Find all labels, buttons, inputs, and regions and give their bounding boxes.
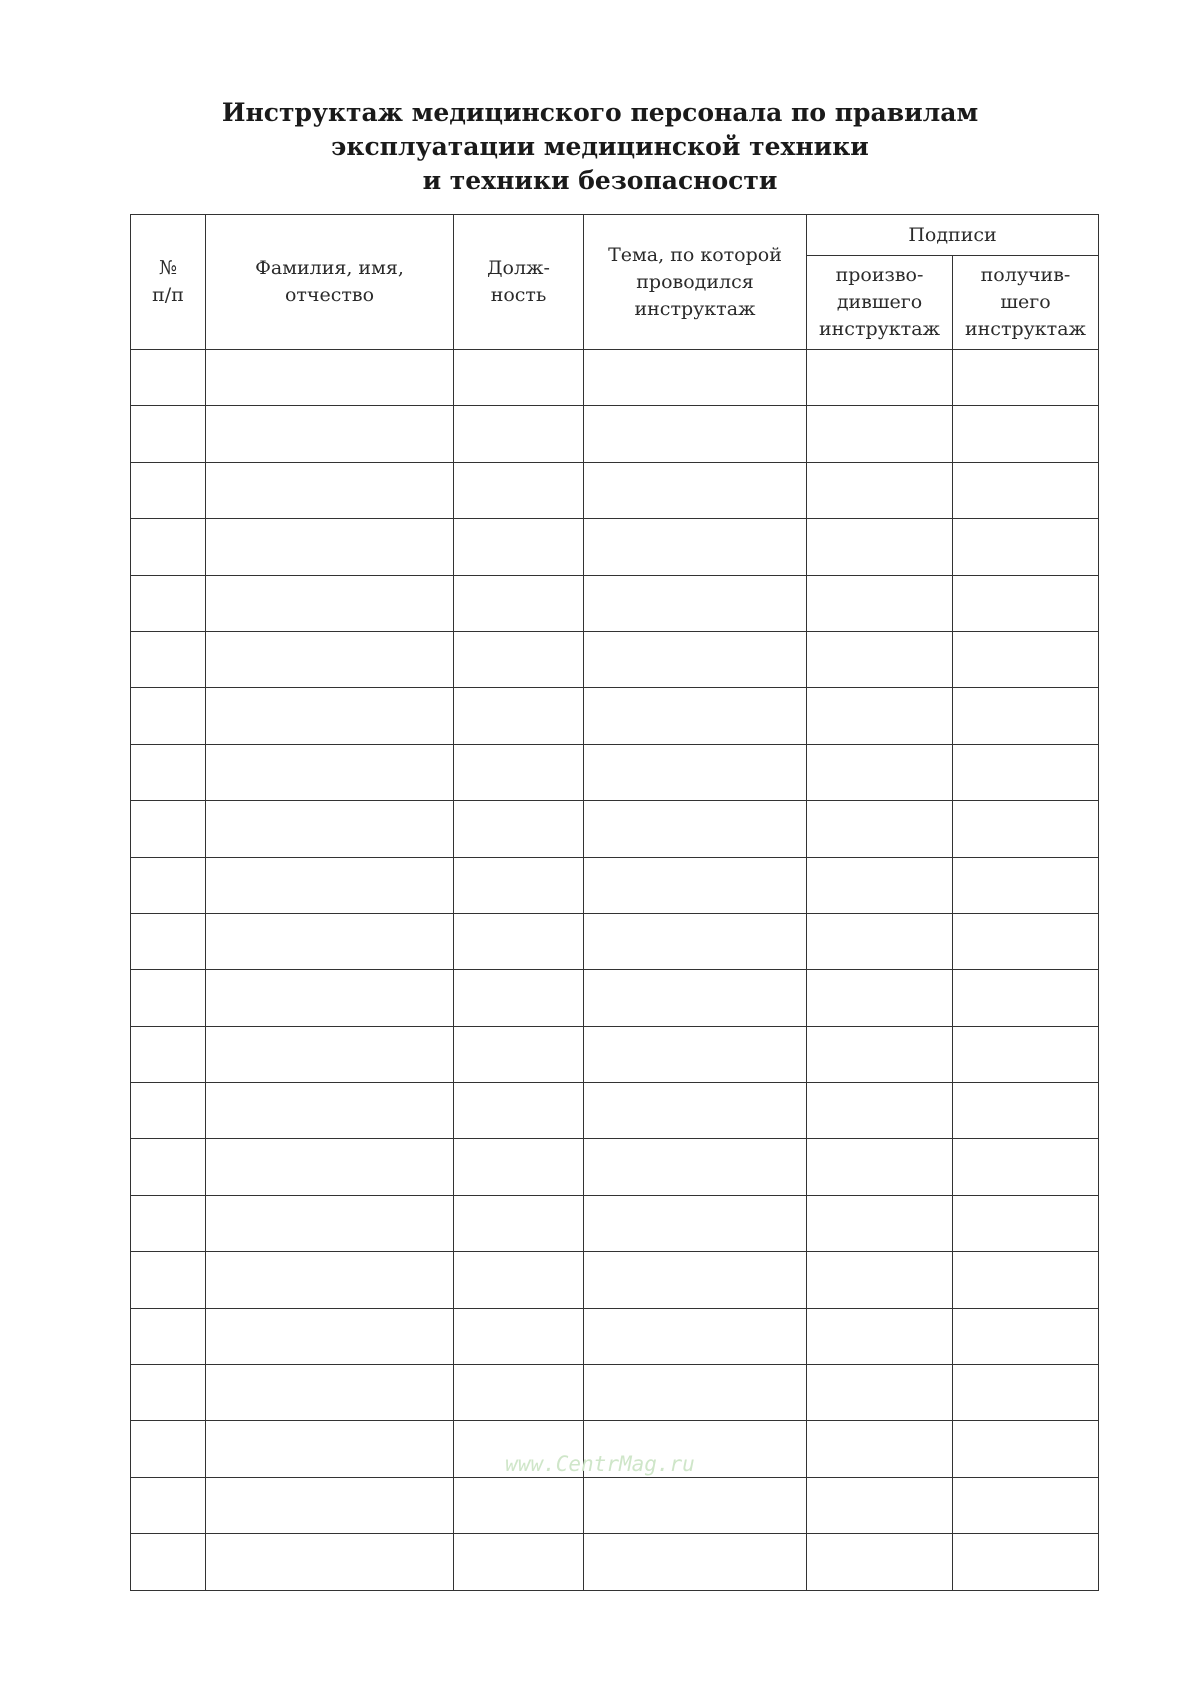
cell-position[interactable] xyxy=(454,1365,584,1421)
header-signature-receiver: получив- шего инструктаж xyxy=(953,256,1099,350)
table-body xyxy=(131,350,1099,1591)
cell-name[interactable] xyxy=(206,913,454,969)
table-row xyxy=(131,1534,1099,1590)
cell-topic[interactable] xyxy=(584,462,807,518)
title-line-3: и техники безопасности xyxy=(422,166,778,195)
table-row xyxy=(131,1477,1099,1533)
cell-name[interactable] xyxy=(206,462,454,518)
cell-position[interactable] xyxy=(454,1252,584,1308)
cell-signature-conductor[interactable] xyxy=(807,688,953,744)
cell-signature-receiver[interactable] xyxy=(953,1308,1099,1364)
cell-number[interactable] xyxy=(131,1365,206,1421)
cell-name[interactable] xyxy=(206,1026,454,1082)
cell-name[interactable] xyxy=(206,350,454,406)
cell-name[interactable] xyxy=(206,1139,454,1195)
cell-signature-conductor[interactable] xyxy=(807,1252,953,1308)
header-topic: Тема, по которой проводился инструктаж xyxy=(584,215,807,350)
cell-position[interactable] xyxy=(454,519,584,575)
cell-name[interactable] xyxy=(206,1477,454,1533)
cell-signature-conductor[interactable] xyxy=(807,970,953,1026)
table-row xyxy=(131,744,1099,800)
cell-position[interactable] xyxy=(454,350,584,406)
cell-signature-conductor[interactable] xyxy=(807,744,953,800)
cell-position[interactable] xyxy=(454,801,584,857)
cell-signature-receiver[interactable] xyxy=(953,406,1099,462)
cell-position[interactable] xyxy=(454,1308,584,1364)
table-row xyxy=(131,1083,1099,1139)
cell-name[interactable] xyxy=(206,1195,454,1251)
cell-position[interactable] xyxy=(454,857,584,913)
header-signature-conductor: произво- дившего инструктаж xyxy=(807,256,953,350)
cell-signature-receiver[interactable] xyxy=(953,1534,1099,1590)
table-row xyxy=(131,519,1099,575)
cell-number[interactable] xyxy=(131,350,206,406)
cell-number[interactable] xyxy=(131,970,206,1026)
table-row xyxy=(131,406,1099,462)
cell-name[interactable] xyxy=(206,1252,454,1308)
cell-topic[interactable] xyxy=(584,1477,807,1533)
cell-position[interactable] xyxy=(454,575,584,631)
cell-topic[interactable] xyxy=(584,1083,807,1139)
cell-signature-receiver[interactable] xyxy=(953,1421,1099,1477)
cell-signature-receiver[interactable] xyxy=(953,1252,1099,1308)
cell-number[interactable] xyxy=(131,406,206,462)
cell-topic[interactable] xyxy=(584,350,807,406)
cell-number[interactable] xyxy=(131,1421,206,1477)
cell-topic[interactable] xyxy=(584,857,807,913)
cell-topic[interactable] xyxy=(584,1421,807,1477)
table-row xyxy=(131,350,1099,406)
cell-name[interactable] xyxy=(206,631,454,687)
cell-name[interactable] xyxy=(206,1365,454,1421)
cell-topic[interactable] xyxy=(584,1026,807,1082)
cell-name[interactable] xyxy=(206,519,454,575)
cell-signature-conductor[interactable] xyxy=(807,1026,953,1082)
header-row-1 xyxy=(131,215,1099,256)
cell-position[interactable] xyxy=(454,1083,584,1139)
cell-position[interactable] xyxy=(454,631,584,687)
cell-signature-conductor[interactable] xyxy=(807,575,953,631)
cell-number[interactable] xyxy=(131,857,206,913)
cell-signature-receiver[interactable] xyxy=(953,1195,1099,1251)
table-row xyxy=(131,857,1099,913)
cell-topic[interactable] xyxy=(584,1195,807,1251)
cell-number[interactable] xyxy=(131,462,206,518)
cell-topic[interactable] xyxy=(584,1365,807,1421)
cell-name[interactable] xyxy=(206,406,454,462)
cell-signature-conductor[interactable] xyxy=(807,1421,953,1477)
cell-signature-conductor[interactable] xyxy=(807,857,953,913)
cell-number[interactable] xyxy=(131,1477,206,1533)
cell-number[interactable] xyxy=(131,1534,206,1590)
table-row xyxy=(131,970,1099,1026)
cell-position[interactable] xyxy=(454,970,584,1026)
table-row xyxy=(131,688,1099,744)
cell-position[interactable] xyxy=(454,1026,584,1082)
table-row xyxy=(131,462,1099,518)
cell-position[interactable] xyxy=(454,744,584,800)
cell-name[interactable] xyxy=(206,1083,454,1139)
cell-name[interactable] xyxy=(206,1421,454,1477)
cell-signature-receiver[interactable] xyxy=(953,519,1099,575)
cell-topic[interactable] xyxy=(584,970,807,1026)
cell-signature-conductor[interactable] xyxy=(807,1195,953,1251)
cell-signature-receiver[interactable] xyxy=(953,913,1099,969)
cell-signature-receiver[interactable] xyxy=(953,857,1099,913)
cell-signature-receiver[interactable] xyxy=(953,970,1099,1026)
table-row xyxy=(131,1421,1099,1477)
cell-topic[interactable] xyxy=(584,801,807,857)
cell-name[interactable] xyxy=(206,1534,454,1590)
cell-number[interactable] xyxy=(131,1308,206,1364)
cell-signature-receiver[interactable] xyxy=(953,1083,1099,1139)
cell-signature-receiver[interactable] xyxy=(953,801,1099,857)
table-row xyxy=(131,913,1099,969)
cell-name[interactable] xyxy=(206,575,454,631)
table-row xyxy=(131,631,1099,687)
cell-signature-conductor[interactable] xyxy=(807,406,953,462)
cell-topic[interactable] xyxy=(584,1308,807,1364)
cell-topic[interactable] xyxy=(584,1252,807,1308)
cell-signature-receiver[interactable] xyxy=(953,744,1099,800)
cell-signature-conductor[interactable] xyxy=(807,801,953,857)
cell-number[interactable] xyxy=(131,1026,206,1082)
cell-position[interactable] xyxy=(454,1477,584,1533)
cell-signature-conductor[interactable] xyxy=(807,1365,953,1421)
header-number: № п/п xyxy=(131,215,206,350)
cell-number[interactable] xyxy=(131,1083,206,1139)
cell-position[interactable] xyxy=(454,1195,584,1251)
cell-number[interactable] xyxy=(131,801,206,857)
cell-position[interactable] xyxy=(454,688,584,744)
cell-signature-conductor[interactable] xyxy=(807,519,953,575)
cell-position[interactable] xyxy=(454,1421,584,1477)
cell-number[interactable] xyxy=(131,631,206,687)
cell-signature-conductor[interactable] xyxy=(807,350,953,406)
title-line-1: Инструктаж медицинского персонала по правилам xyxy=(221,98,979,127)
cell-signature-conductor[interactable] xyxy=(807,631,953,687)
cell-signature-receiver[interactable] xyxy=(953,1026,1099,1082)
cell-topic[interactable] xyxy=(584,631,807,687)
cell-number[interactable] xyxy=(131,1252,206,1308)
table-row xyxy=(131,1026,1099,1082)
cell-number[interactable] xyxy=(131,744,206,800)
cell-number[interactable] xyxy=(131,1195,206,1251)
watermark: www.CentrMag.ru xyxy=(505,1452,695,1476)
cell-signature-conductor[interactable] xyxy=(807,462,953,518)
cell-topic[interactable] xyxy=(584,744,807,800)
cell-number[interactable] xyxy=(131,688,206,744)
cell-topic[interactable] xyxy=(584,1139,807,1195)
cell-number[interactable] xyxy=(131,913,206,969)
cell-position[interactable] xyxy=(454,913,584,969)
cell-signature-receiver[interactable] xyxy=(953,350,1099,406)
cell-name[interactable] xyxy=(206,1308,454,1364)
cell-signature-conductor[interactable] xyxy=(807,1534,953,1590)
cell-name[interactable] xyxy=(206,857,454,913)
cell-topic[interactable] xyxy=(584,519,807,575)
cell-name[interactable] xyxy=(206,970,454,1026)
cell-signature-receiver[interactable] xyxy=(953,1477,1099,1533)
page-title xyxy=(0,96,1200,198)
cell-number[interactable] xyxy=(131,1139,206,1195)
cell-name[interactable] xyxy=(206,688,454,744)
table-row xyxy=(131,1365,1099,1421)
cell-topic[interactable] xyxy=(584,406,807,462)
table-row xyxy=(131,801,1099,857)
table-row xyxy=(131,575,1099,631)
instruction-journal-table xyxy=(130,214,1099,1591)
title-line-2: эксплуатации медицинской техники xyxy=(331,132,869,161)
header-position: Долж- ность xyxy=(454,215,584,350)
cell-position[interactable] xyxy=(454,462,584,518)
cell-position[interactable] xyxy=(454,406,584,462)
cell-signature-conductor[interactable] xyxy=(807,1308,953,1364)
cell-position[interactable] xyxy=(454,1139,584,1195)
cell-signature-conductor[interactable] xyxy=(807,1477,953,1533)
cell-signature-conductor[interactable] xyxy=(807,913,953,969)
cell-position[interactable] xyxy=(454,1534,584,1590)
cell-signature-receiver[interactable] xyxy=(953,688,1099,744)
cell-topic[interactable] xyxy=(584,1534,807,1590)
cell-signature-receiver[interactable] xyxy=(953,575,1099,631)
cell-signature-conductor[interactable] xyxy=(807,1139,953,1195)
cell-signature-receiver[interactable] xyxy=(953,1139,1099,1195)
cell-number[interactable] xyxy=(131,575,206,631)
cell-signature-receiver[interactable] xyxy=(953,462,1099,518)
cell-signature-receiver[interactable] xyxy=(953,1365,1099,1421)
table-row xyxy=(131,1195,1099,1251)
table-row xyxy=(131,1252,1099,1308)
cell-topic[interactable] xyxy=(584,575,807,631)
table-row xyxy=(131,1139,1099,1195)
cell-name[interactable] xyxy=(206,744,454,800)
cell-topic[interactable] xyxy=(584,913,807,969)
header-name: Фамилия, имя, отчество xyxy=(206,215,454,350)
cell-number[interactable] xyxy=(131,519,206,575)
cell-topic[interactable] xyxy=(584,688,807,744)
header-signatures: Подписи xyxy=(807,215,1099,256)
table-row xyxy=(131,1308,1099,1364)
cell-signature-receiver[interactable] xyxy=(953,631,1099,687)
cell-signature-conductor[interactable] xyxy=(807,1083,953,1139)
cell-name[interactable] xyxy=(206,801,454,857)
